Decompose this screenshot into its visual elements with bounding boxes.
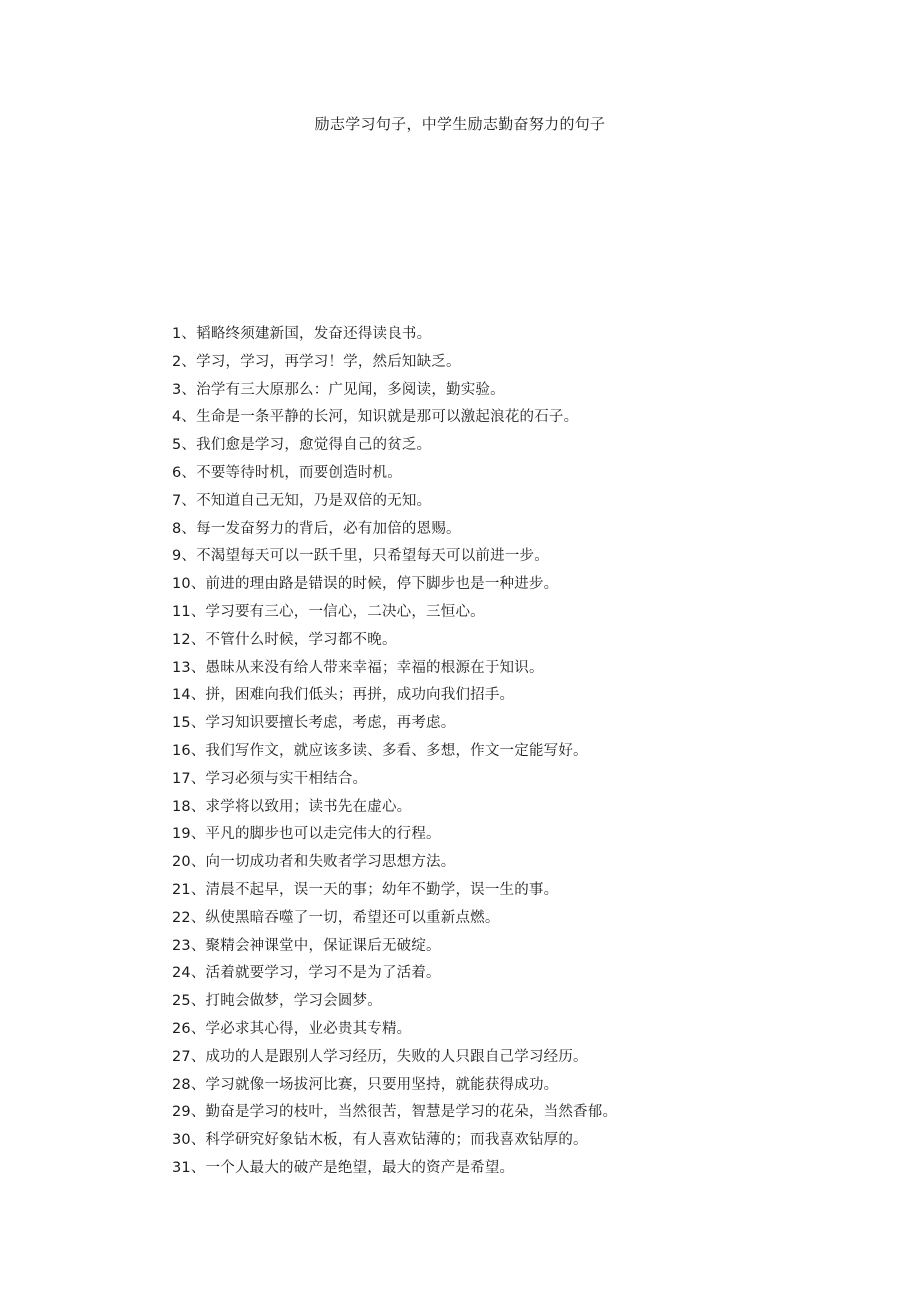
sentence-item: 27、成功的人是跟别人学习经历，失败的人只跟自己学习经历。 xyxy=(172,1048,588,1065)
sentence-item: 10、前进的理由路是错误的时候，停下脚步也是一种进步。 xyxy=(172,576,559,593)
sentence-item: 12、不管什么时候，学习都不晚。 xyxy=(172,631,397,648)
sentence-item: 31、一个人最大的破产是绝望，最大的资产是希望。 xyxy=(172,1159,515,1176)
sentence-item: 23、聚精会神课堂中，保证课后无破绽。 xyxy=(172,937,441,954)
sentence-item: 26、学必求其心得，业必贵其专精。 xyxy=(172,1020,412,1037)
sentence-item: 3、治学有三大原那么：广见闻，多阅读，勤实验。 xyxy=(172,381,505,398)
sentence-item: 5、我们愈是学习，愈觉得自己的贫乏。 xyxy=(172,437,432,454)
sentence-item: 30、科学研究好象钻木板，有人喜欢钻薄的；而我喜欢钻厚的。 xyxy=(172,1132,588,1149)
sentence-item: 16、我们写作文，就应该多读、多看、多想，作文一定能写好。 xyxy=(172,742,588,759)
sentence-item: 1、韬略终须建新国，发奋还得读良书。 xyxy=(172,326,432,342)
sentence-item: 11、学习要有三心，一信心，二决心，三恒心。 xyxy=(172,603,485,620)
document-title: 励志学习句子，中学生励志勤奋努力的句子 xyxy=(314,115,606,133)
sentence-item: 25、打盹会做梦，学习会圆梦。 xyxy=(172,993,382,1010)
sentence-item: 2、学习，学习，再学习！学，然后知缺乏。 xyxy=(172,353,461,370)
sentence-item: 29、勤奋是学习的枝叶，当然很苦，智慧是学习的花朵，当然香郁。 xyxy=(172,1104,618,1121)
sentence-item: 7、不知道自己无知，乃是双倍的无知。 xyxy=(172,492,432,509)
sentence-item: 24、活着就要学习，学习不是为了活着。 xyxy=(172,965,441,982)
sentence-list xyxy=(172,321,812,1183)
sentence-item: 8、每一发奋努力的背后，必有加倍的恩赐。 xyxy=(172,520,461,537)
sentence-item: 17、学习必须与实干相结合。 xyxy=(172,770,368,787)
sentence-item: 14、拼，困难向我们低头；再拼，成功向我们招手。 xyxy=(172,687,515,704)
sentence-item: 4、生命是一条平静的长河，知识就是那可以激起浪花的石子。 xyxy=(172,409,579,426)
sentence-item: 9、不渴望每天可以一跃千里，只希望每天可以前进一步。 xyxy=(172,548,549,565)
sentence-item: 15、学习知识要擅长考虑，考虑，再考虑。 xyxy=(172,715,456,732)
sentence-item: 18、求学将以致用；读书先在虚心。 xyxy=(172,798,412,815)
sentence-item: 28、学习就像一场拔河比赛，只要用坚持，就能获得成功。 xyxy=(172,1076,559,1093)
sentence-item: 21、清晨不起早，误一天的事；幼年不勤学，误一生的事。 xyxy=(172,881,559,898)
sentence-item: 22、纵使黑暗吞噬了一切，希望还可以重新点燃。 xyxy=(172,909,500,926)
sentence-item: 13、愚昧从来没有给人带来幸福；幸福的根源在于知识。 xyxy=(172,659,544,676)
sentence-item: 20、向一切成功者和失败者学习思想方法。 xyxy=(172,854,456,871)
sentence-item: 19、平凡的脚步也可以走完伟大的行程。 xyxy=(172,826,441,843)
sentence-item: 6、不要等待时机，而要创造时机。 xyxy=(172,464,402,481)
